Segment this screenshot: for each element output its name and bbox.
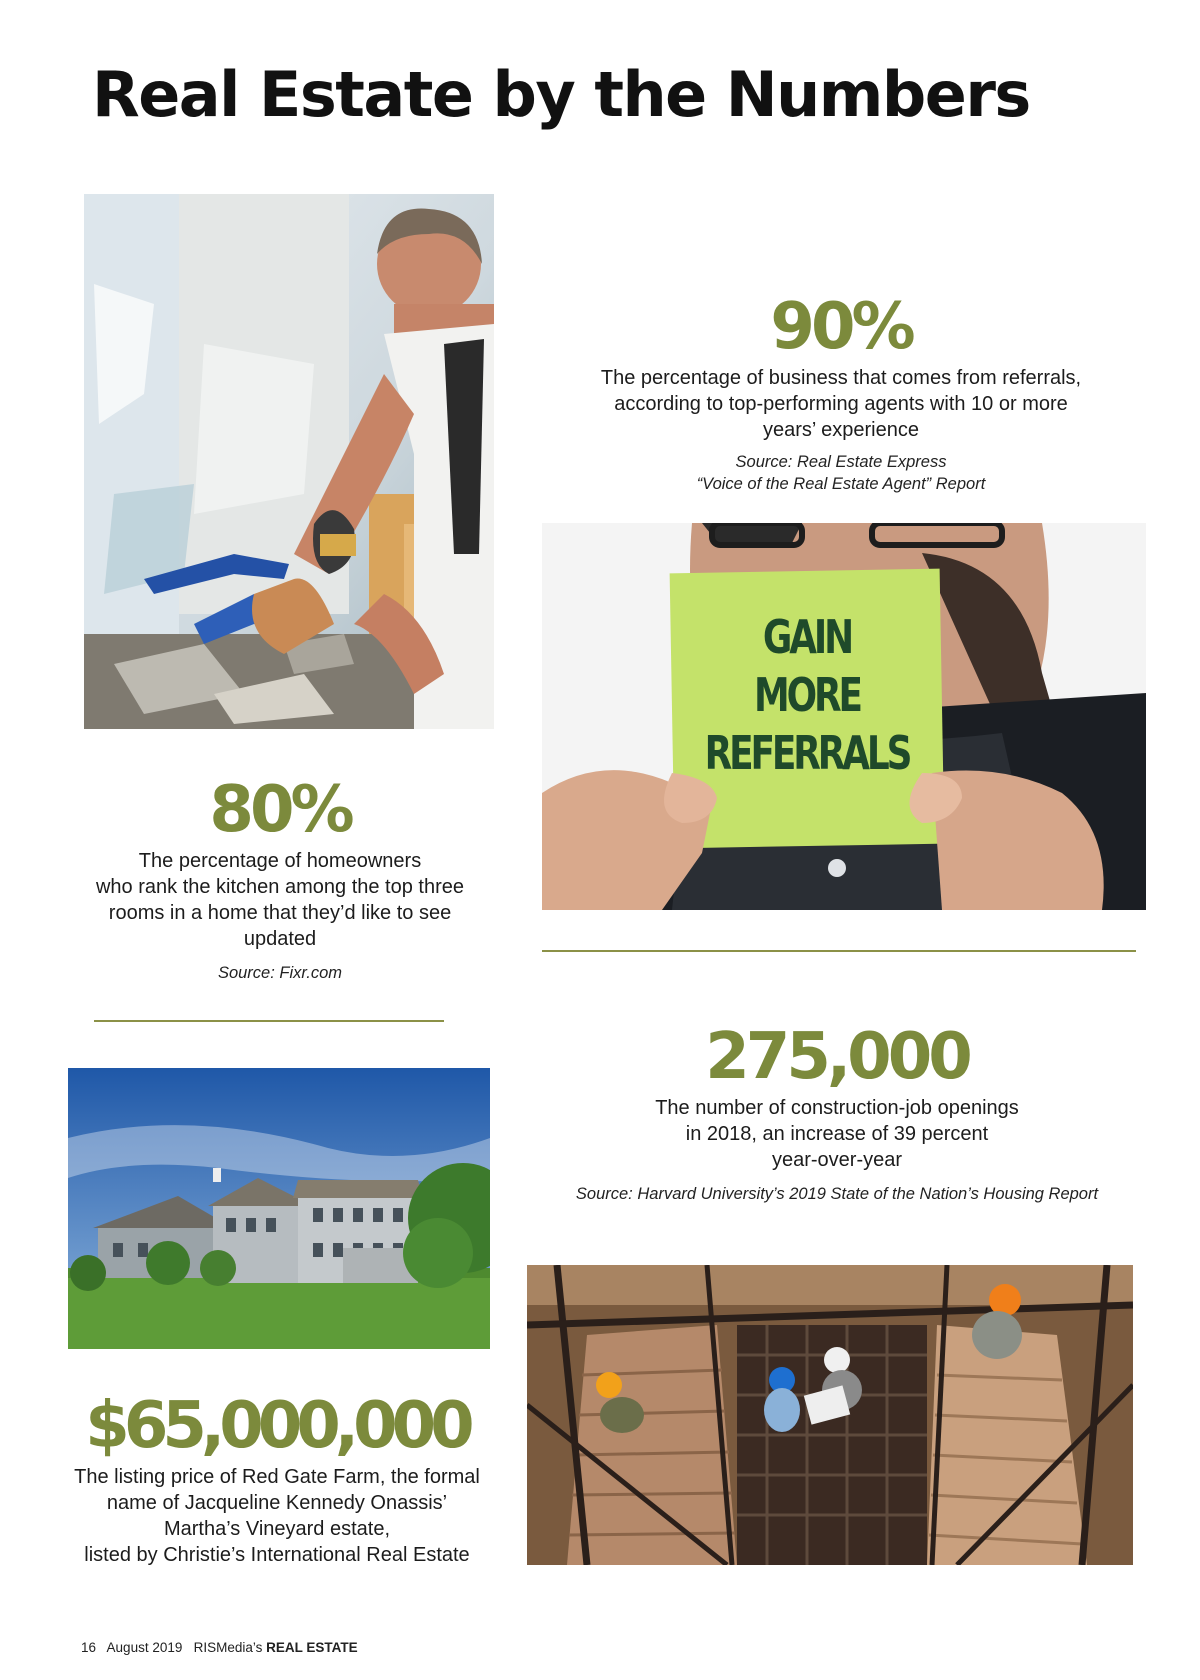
- stat-kitchen-value: 80%: [209, 773, 351, 847]
- stat-listing-price: [72, 1389, 482, 1568]
- stat-listing-price-description: The listing price of Red Gate Farm, the formal name of Jacqueline Kennedy Onassis’ Martha’s Vineyard estate, listed by Christie’s International Real Estate: [74, 1466, 480, 1566]
- stat-referrals-value: 90%: [770, 290, 912, 364]
- page-title: Real Estate by the Numbers: [92, 58, 1030, 131]
- renovation-photo: [84, 194, 494, 729]
- stat-construction-description: The number of construction-job openings in 2018, an increase of 39 percent year-over-year: [655, 1097, 1019, 1171]
- stat-referrals-description: The percentage of business that comes from referrals, according to top-performing agents with 10 or more years’ experience: [600, 367, 1082, 441]
- magazine-name: REAL ESTATE: [266, 1640, 358, 1655]
- stat-listing-price-value: $65,000,000: [85, 1389, 469, 1463]
- estate-photo: [68, 1068, 490, 1349]
- page-footer: [81, 1640, 358, 1655]
- publisher-name: RISMedia’s: [193, 1640, 263, 1655]
- stat-construction-source: Source: Harvard University’s 2019 State of the Nation’s Housing Report: [575, 1185, 1099, 1203]
- stat-kitchen-source: Source: Fixr.com: [217, 964, 343, 982]
- page-number: 16: [81, 1640, 97, 1655]
- issue-date: August 2019: [106, 1640, 183, 1655]
- stat-construction: [540, 1020, 1134, 1205]
- stat-referrals: [548, 290, 1134, 495]
- stat-construction-value: 275,000: [705, 1020, 969, 1094]
- construction-photo: [527, 1265, 1133, 1565]
- stat-kitchen-description: The percentage of homeowners who rank the kitchen among the top three rooms in a home that they’d like to see updated: [95, 850, 464, 950]
- referrals-photo: [542, 523, 1146, 910]
- stat-referrals-source: Source: Real Estate Express “Voice of the Real Estate Agent” Report: [696, 453, 986, 493]
- referral-note-text: GAIN MORE REFERRALS: [704, 610, 910, 780]
- divider-left: [94, 1020, 444, 1022]
- stat-kitchen: [80, 773, 480, 984]
- divider-right: [542, 950, 1136, 952]
